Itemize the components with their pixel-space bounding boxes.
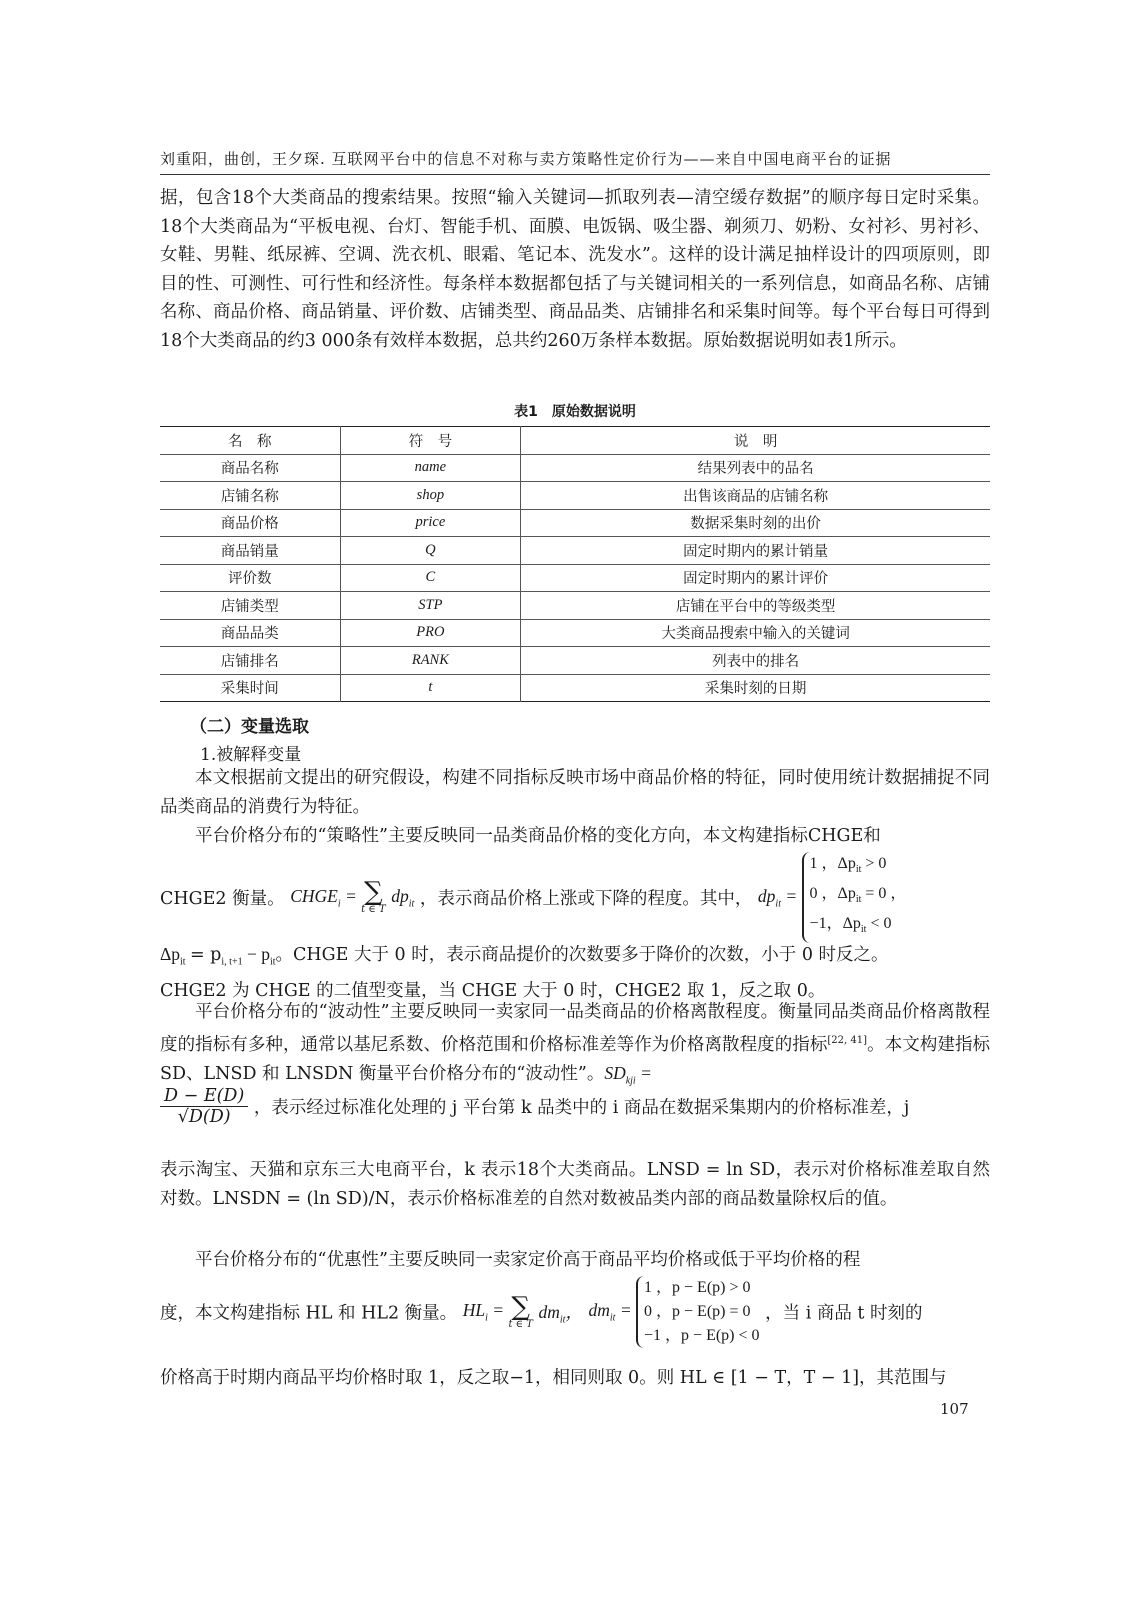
research-text: 本文根据前文提出的研究假设，构建不同指标反映市场中商品价格的特征，同时使用统计数据捕捉不同品类商品的消费行为特征。 — [160, 768, 990, 817]
table-cell: 商品销量 — [220, 543, 279, 560]
dp-case-value: −1，Δp — [809, 915, 861, 933]
chge2-text: CHGE2 为 CHGE 的二值型变量，当 CHGE 大于 0 时，CHGE2 取 1，反之取 0。 — [160, 981, 826, 1001]
sd-fraction — [160, 1086, 248, 1127]
dp-case-cond: < 0 — [870, 915, 892, 933]
strategic-intro-text: 平台价格分布的“策略性”主要反映同一品类商品价格的变化方向，本文构建指标CHGE和 — [195, 826, 881, 846]
dp-case-value: 1 ，Δp — [809, 855, 856, 872]
table-cell: 店铺名称 — [220, 488, 279, 505]
table-cell: 固定时期内的累计销量 — [521, 537, 990, 565]
table-cell-symbol: PRO — [340, 619, 521, 647]
header-rule — [160, 174, 990, 175]
dp-case-1: 1 ，$\Delta p_{it} > 0$ — [809, 855, 887, 876]
table-cell: 采集时间 — [220, 681, 279, 698]
table-caption: 表1 原始数据说明 — [514, 404, 636, 420]
table-row — [160, 674, 990, 702]
table-cell: 商品品类 — [220, 626, 279, 643]
chge-tail-paragraph — [160, 940, 990, 1006]
chge-lead: CHGE2 衡量。 — [160, 888, 285, 909]
table-cell-symbol: t — [340, 674, 521, 702]
table-cell: 店铺类型 — [220, 598, 279, 615]
platforms-text: 表示淘宝、天猫和京东三大电商平台，k 表示18个大类商品。LNSD = ln SD，表示对价格标准差取自然对数。LNSDN = (ln SD)/N，表示价格标准差的自然对数被品类内部的商品数量除权后的值。 — [160, 1160, 990, 1209]
hl-lead: 度，本文构建指标 HL 和 HL2 衡量。 — [160, 1303, 458, 1324]
dm-case-2: 0 ，p − E(p) = 0 — [644, 1303, 751, 1320]
dp-label: dp — [757, 885, 776, 906]
dm-piecewise — [636, 1276, 760, 1348]
dp-def: $dp_{it}$ = — [757, 885, 802, 910]
dm-case-3: −1 ，p − E(p) < 0 — [644, 1327, 760, 1344]
hl-tail: ，当 i 商品 t 时刻的 — [765, 1303, 923, 1324]
table-cell: 结果列表中的品名 — [521, 454, 990, 482]
sd-formula-line — [160, 1086, 990, 1127]
table-cell-symbol: shop — [340, 482, 521, 510]
hl-formula-line — [160, 1276, 990, 1348]
section-heading: （二）变量选取 — [190, 717, 309, 737]
table-cell-symbol: STP — [340, 592, 521, 620]
chge-mid-text: ，表示商品价格上涨或下降的程度。其中， — [419, 888, 753, 909]
volatility-body: 平台价格分布的“波动性”主要反映同一卖家同一品类商品的价格离散程度。衡量同品类商品价格离散程度的指标有多种，通常以基尼系数、价格范围和价格标准差等作为价格离散程度的指标 — [160, 1002, 990, 1055]
chge-symbol: $CHGE_i$ = — [290, 885, 362, 910]
intro-text: 据，包含18个大类商品的搜索结果。按照“输入关键词—抓取列表—清空缓存数据”的顺序每日定时采集。18个大类商品为“平板电视、台灯、智能手机、面膜、电饭锅、吸尘器、剃须刀、奶粉、女衬衫、男衬衫、女鞋、男鞋、纸尿裤、空调、洗衣机、眼霜、笔记本、洗发水”。这样的设计满足抽样设计的四项原则，即目的性、可测性、可行性和经济性。每条样本数据都包括了与关键词相关的一系列信息，如商品名称、店铺名称、商品价格、商品销量、评价数、店铺类型、商品品类、店铺排名和采集时间等。每个平台每日可得到18个大类商品的约3 000条有效样本数据，总共约260万条样本数据。原始数据说明如表1所示。 — [160, 188, 990, 351]
table-cell: 评价数 — [228, 571, 272, 588]
dm-def: $dm_{it}$ = — [588, 1300, 637, 1324]
final-paragraph — [160, 1364, 990, 1393]
dp-case-3: −1，$\Delta p_{it} < 0$ — [809, 915, 892, 936]
table-cell-symbol: Q — [340, 537, 521, 565]
table-cell-symbol: RANK — [340, 647, 521, 675]
hl-symbol: $HL_i$ = — [462, 1300, 509, 1324]
table-cell-symbol: C — [340, 564, 521, 592]
table-row — [160, 619, 990, 647]
dp-case-cond: = 0 ， — [865, 885, 907, 903]
table-row — [160, 454, 990, 482]
dm-label: dm — [588, 1300, 610, 1321]
sd-numerator: D − E(D) — [160, 1086, 248, 1107]
discount-intro-text: 平台价格分布的“优惠性”主要反映同一卖家定价高于商品平均价格或低于平均价格的程 — [195, 1250, 861, 1270]
volatility-paragraph — [160, 998, 990, 1096]
table-cell: 商品价格 — [220, 516, 279, 533]
dp-piecewise — [802, 852, 907, 943]
table-header-cell: 名 称 — [228, 433, 272, 450]
volatility-text: 平台价格分布的“波动性”主要反映同一卖家同一品类商品的价格离散程度。衡量同品类商品价格离散程度的指标有多种，通常以基尼系数、价格范围和价格标准差等作为价格离散程度的指标[22, 41]。本文构建指标 SD、LNSD 和 LNSDN 衡量平台价格分布的“波动性”。$SD_{kji}$ = — [160, 1002, 991, 1087]
table-cell: 采集时刻的日期 — [521, 674, 990, 702]
strategic-intro — [160, 822, 990, 851]
table-header-cell: 说 明 — [521, 427, 990, 455]
dm-case-1: 1 ，p − E(p) > 0 — [644, 1279, 751, 1296]
research-paragraph — [160, 764, 990, 821]
sum-operator: ∑ t ∈ T — [508, 1292, 533, 1330]
table-cell: 店铺在平台中的等级类型 — [521, 592, 990, 620]
table-cell: 大类商品搜索中输入的关键词 — [521, 619, 990, 647]
hl-name: HL — [462, 1300, 486, 1321]
running-header: 刘重阳，曲创，王夕琛. 互联网平台中的信息不对称与卖方策略性定价行为——来自中国电商平台的证据 — [160, 150, 892, 168]
raw-data-table — [160, 426, 990, 702]
final-text: 价格高于时期内商品平均价格时取 1，反之取−1，相同则取 0。则 HL ∈ [1 − T，T − 1]，其范围与 — [160, 1368, 947, 1388]
table-cell: 出售该商品的店铺名称 — [521, 482, 990, 510]
discount-intro — [160, 1246, 990, 1275]
sum-subscript: t ∈ T — [361, 904, 386, 916]
citation: [22, 41] — [827, 1034, 868, 1046]
dm-term: $dm_{it}$， — [538, 1301, 583, 1326]
chge-tail-body: 。CHGE 大于 0 时，表示商品提价的次数要多于降价的次数，小于 0 时反之。 — [275, 945, 889, 965]
table-cell-symbol: name — [340, 454, 521, 482]
table-row — [160, 537, 990, 565]
table-cell: 列表中的排名 — [521, 647, 990, 675]
intro-paragraph — [160, 184, 990, 355]
table-cell: 店铺排名 — [220, 653, 279, 670]
sd-denominator-text: D(D) — [188, 1107, 231, 1127]
dp-case-value: 0 ，Δp — [809, 885, 856, 903]
sub-heading: 1.被解释变量 — [200, 745, 302, 765]
table-row — [160, 564, 990, 592]
table-cell: 数据采集时刻的出价 — [521, 509, 990, 537]
table-cell: 固定时期内的累计评价 — [521, 564, 990, 592]
table-header-cell: 符 号 — [340, 427, 521, 455]
dp-case-2: 0 ，$\Delta p_{it} = 0$ ， — [809, 885, 907, 906]
table-row — [160, 592, 990, 620]
table-row — [160, 647, 990, 675]
dp-term: $dp_{it}$ — [391, 885, 415, 910]
chge-formula-line — [160, 852, 990, 943]
table-row — [160, 509, 990, 537]
chge-name: CHGE — [290, 885, 338, 906]
sum-operator: ∑ t ∈ T — [361, 877, 386, 916]
sum-subscript: t ∈ T — [508, 1319, 533, 1330]
chge-tail-eq: = p — [189, 945, 222, 965]
sd-description: ，表示经过标准化处理的 j 平台第 k 品类中的 i 商品在数据采集期内的价格标准差，j — [253, 1098, 910, 1118]
table-cell-symbol: price — [340, 509, 521, 537]
table-cell: 商品名称 — [220, 461, 279, 478]
volatility-tail: 。本文构建指标 SD、LNSD 和 LNSDN 衡量平台价格分布的“波动性”。 — [160, 1034, 991, 1084]
table-row — [160, 482, 990, 510]
table-header-row — [160, 427, 990, 455]
page-number: 107 — [940, 1400, 969, 1418]
sd-denominator: √D(D) — [177, 1107, 231, 1127]
dp-case-cond: > 0 — [865, 855, 887, 872]
chge-tail-text: $\Delta p_{it} = p_{i, t+1} - p_{it}$。CHGE 大于 0 时，表示商品提价的次数要多于降价的次数，小于 0 时反之。 — [160, 944, 889, 968]
platforms-paragraph — [160, 1156, 990, 1213]
